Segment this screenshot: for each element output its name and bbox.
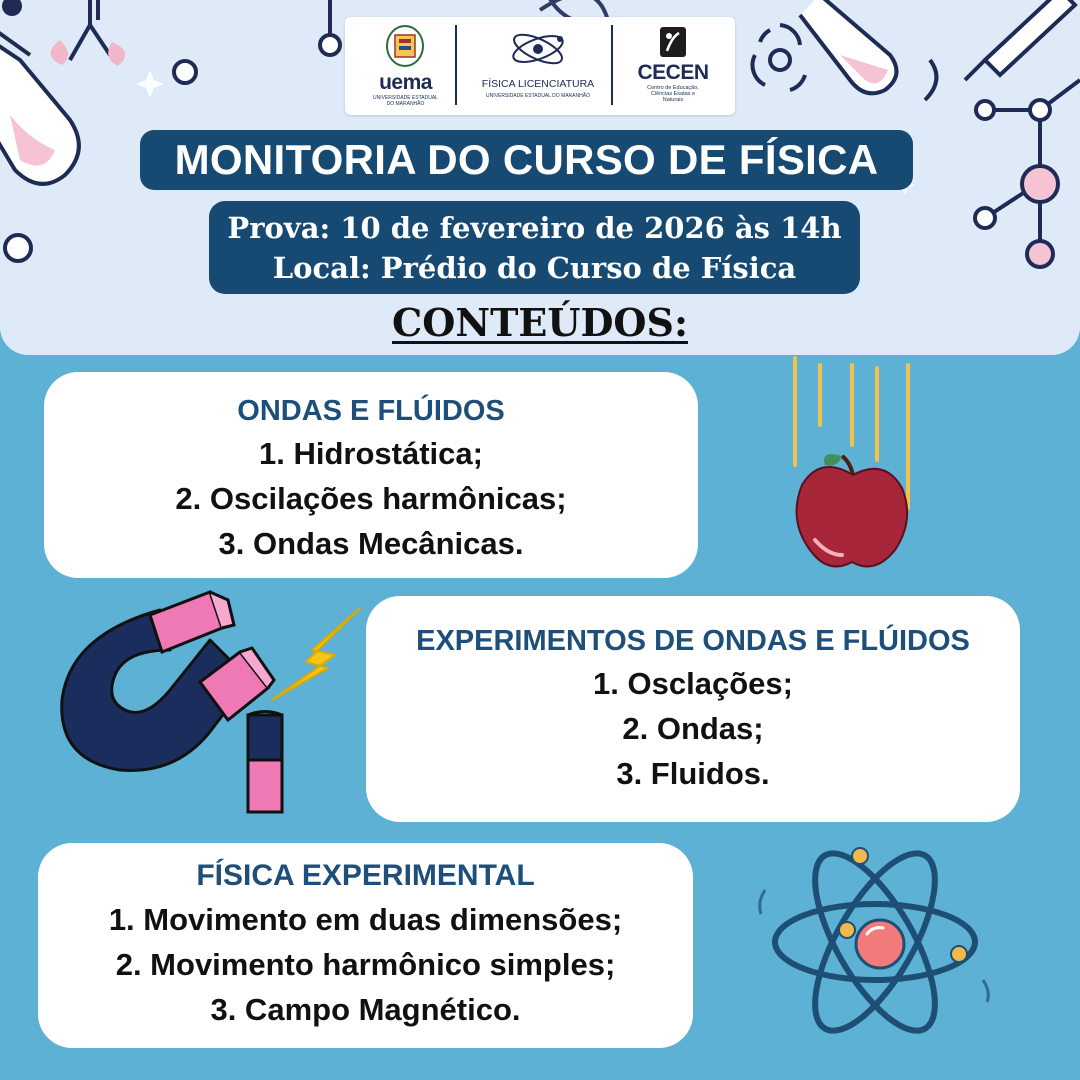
- fisica-atom-icon: [508, 29, 568, 69]
- section-item: 3. Fluidos.: [616, 756, 770, 791]
- exam-location: Local: Prédio do Curso de Física: [272, 251, 797, 285]
- uema-crest-icon: [385, 25, 425, 67]
- contents-title: CONTEÚDOS:: [392, 300, 688, 345]
- cecen-logo-name: CECEN: [637, 61, 709, 84]
- fisica-logo: [463, 17, 613, 115]
- exam-info: [209, 201, 860, 294]
- section-card-experiments: [366, 596, 1020, 822]
- section-heading: FÍSICA EXPERIMENTAL: [196, 859, 535, 892]
- fisica-logo-subtitle: UNIVERSIDADE ESTADUAL DO MARANHÃO: [486, 93, 590, 99]
- syringe-icon: [965, 0, 1075, 80]
- section-card-experimental-physics: [38, 843, 693, 1048]
- cecen-logo-subtitle: Centro de Educação, Ciências Exatas e Naturais: [647, 85, 699, 103]
- section-item: 2. Ondas;: [622, 711, 764, 746]
- section-item: 2. Oscilações harmônicas;: [175, 481, 567, 516]
- fisica-logo-name: FÍSICA LICENCIATURA: [481, 78, 595, 90]
- molecule-icon: [975, 80, 1080, 267]
- section-item: 2. Movimento harmônico simples;: [115, 947, 616, 982]
- uema-logo-name: uema: [379, 71, 432, 94]
- section-item: 1. Hidrostática;: [259, 436, 483, 471]
- institution-logos: [345, 17, 735, 115]
- section-item: 3. Campo Magnético.: [210, 992, 521, 1027]
- uema-logo-subtitle: UNIVERSIDADE ESTADUAL DO MARANHÃO: [373, 95, 438, 107]
- magnet-icon: [50, 580, 370, 840]
- biohazard-icon: [753, 25, 805, 90]
- apple-icon: [780, 350, 930, 580]
- cecen-emblem-icon: [658, 25, 688, 59]
- logo-divider: [455, 25, 457, 105]
- section-item: 1. Osclações;: [593, 666, 793, 701]
- cecen-logo: [617, 17, 729, 115]
- logo-divider: [611, 25, 613, 105]
- uema-logo: [353, 17, 458, 115]
- section-card-waves-fluids: [44, 372, 698, 578]
- atom-icon: [755, 830, 995, 1045]
- lightning-icon: [272, 608, 360, 700]
- section-heading: EXPERIMENTOS DE ONDAS E FLÚIDOS: [416, 625, 970, 657]
- section-item: 3. Ondas Mecânicas.: [218, 526, 524, 561]
- section-item: 1. Movimento em duas dimensões;: [108, 902, 623, 937]
- test-tube-icon: [800, 0, 936, 100]
- section-heading: ONDAS E FLÚIDOS: [237, 395, 505, 427]
- page-title: MONITORIA DO CURSO DE FÍSICA: [140, 130, 913, 190]
- exam-date: Prova: 10 de fevereiro de 2026 às 14h: [227, 211, 842, 245]
